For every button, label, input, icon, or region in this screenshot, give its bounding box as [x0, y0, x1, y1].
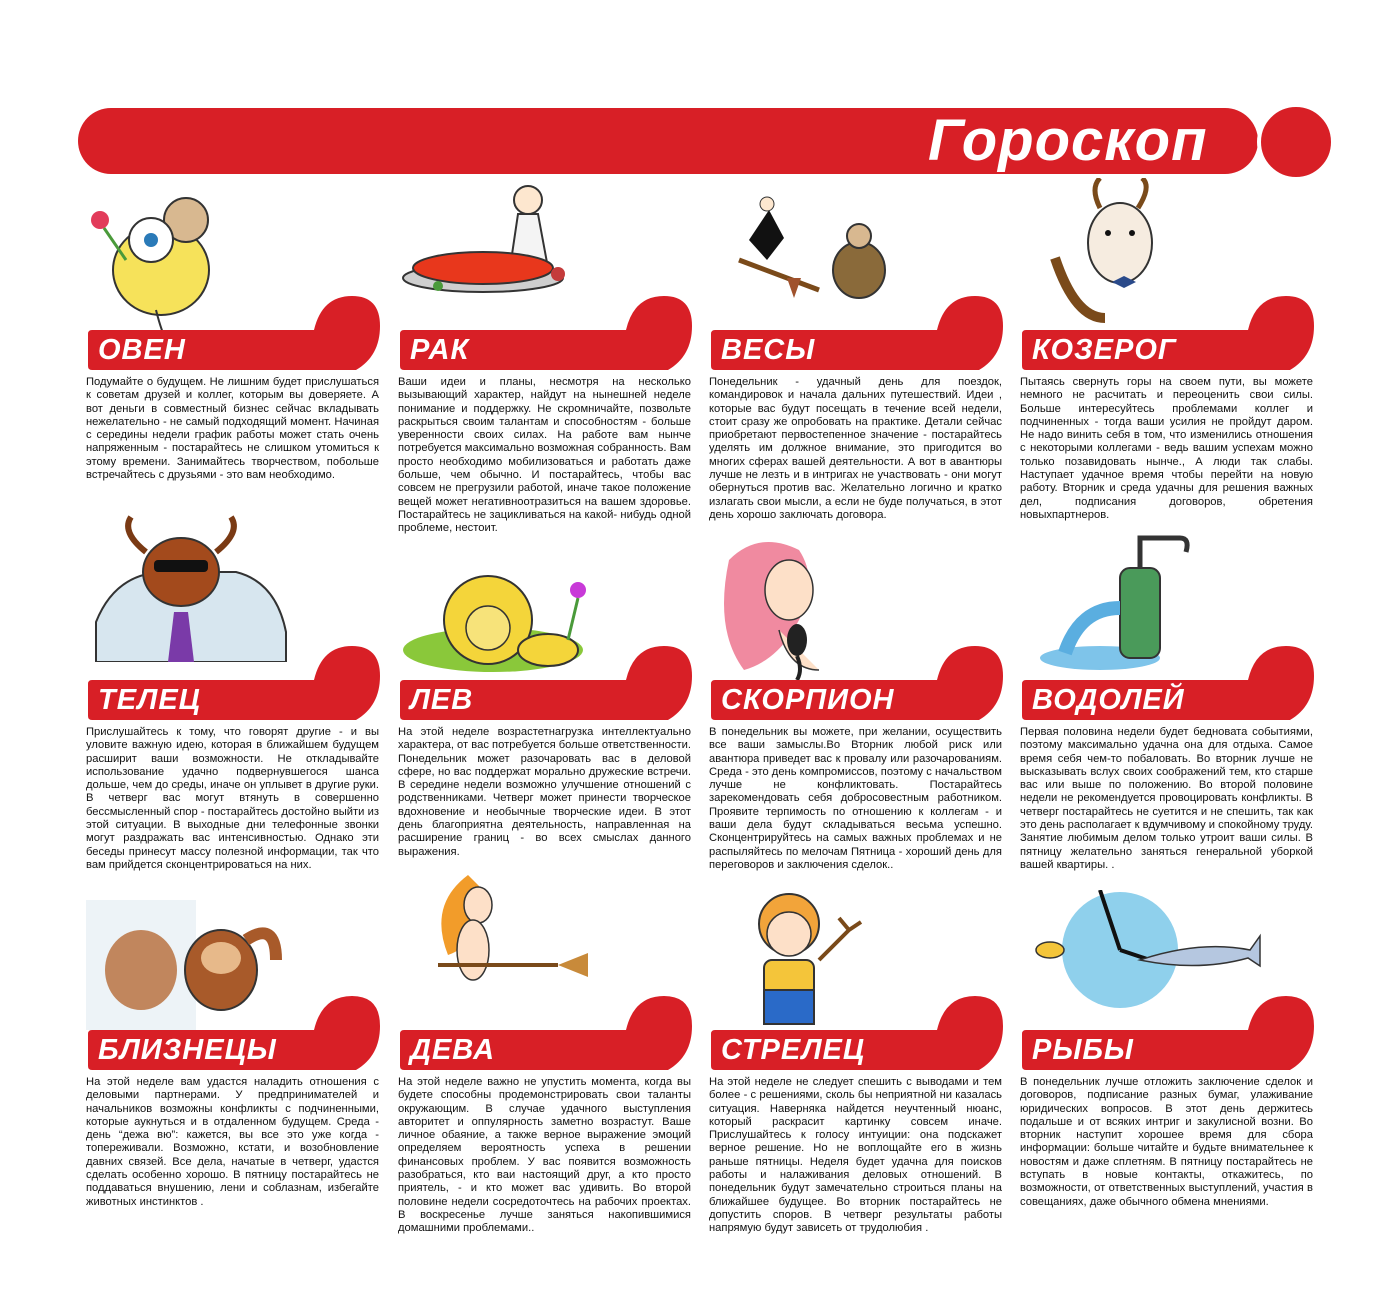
sign-text: На этой неделе не следует спешить с выводами и тем более - с решениями, сколь бы неприятной ни казалась ситуация. Наверняка найдется неучтенный нюанс, который раскрасит картинку совсем иначе. Прислушайтесь к голосу интуиции: она подскажет верное решение. Но не воплощайте его в жизнь раньше пятницы. Неделя будет удачна для поисков работы и налаживания деловых отношений. В понедельник будут замечательно строиться планы на ближайшее будущее. Во вторник постарайтесь не допустить споров. В четверг результаты работы напрямую будут зависеть от трудолюбия .: [709, 1076, 1002, 1235]
sign-text: На этой неделе вам удастся наладить отношения с деловыми партнерами. У предпринимателей и начальников возможны конфликты с подчиненными, которые аукнуться и в отдаленном будущем. Среда - день “дежа вю”: кажется, вы все это уже когда - топереживали. Возможно, кстати, и возобновление давних связей. Все дела, начатые в четверг, удастся сделать особенно хорошо. В пятницу постарайтесь не поддаваться внушению, лени и соблазнам, избегайте животных инстинктов .: [86, 1076, 379, 1208]
sign-text: Подумайте о будущем. Не лишним будет прислушаться к советам друзей и коллег, которым вы доверяете. А вот деньги в совместный бизнес сейчас вкладывать нежелательно - не самый подходящий момент. Начиная с середины недели график работы может стать очень напряженным - постарайтесь не слишком утомиться к этому времени. Занимайтесь творчеством, побольше встречайтесь с друзьями - это вам необходимо.: [86, 376, 379, 482]
sign-name: ОВЕН: [98, 334, 186, 366]
sign-text: Пытаясь свернуть горы на своем пути, вы можете немного не расчитать и переоценить свои силы. Больше интересуйтесь проблемами коллег и подчиненных - тогда ваши усилия не пройдут даром. Не надо винить себя в том, что изменились отношения с некоторыми коллегами - ведь вашим успехам можно только позавидовать нынче., А люди так слабы. Наступает удачное время чтобы перейти на новую работу. Вторник и среда удачны для решения важных дел, подписания договоров, обретения новыхпартнеров.: [1020, 376, 1313, 521]
sign-name: ВОДОЛЕЙ: [1032, 684, 1185, 716]
sign-name: СТРЕЛЕЦ: [721, 1034, 865, 1066]
sign-name: ЛЕВ: [410, 684, 474, 716]
sign-name: РАК: [410, 334, 470, 366]
sign-text: На этой неделе возрастетнагрузка интеллектуально характера, от вас потребуется больше ответственности. Понедельник может разочаровать вас в деловой сфере, но вас поддержат морально дружеские встречи. В середине недели возможно улучшение отношений с родственниками. Четверг может принести творческое вдохновение и необычные творческие идеи. В этот день благоприятна деятельность, направленная на расширение границ - во всех смыслах данного выражения.: [398, 726, 691, 858]
header-circle: [1257, 103, 1335, 181]
sign-name: СКОРПИОН: [721, 684, 895, 716]
sign-name: КОЗЕРОГ: [1032, 334, 1177, 366]
sign-name: БЛИЗНЕЦЫ: [98, 1034, 277, 1066]
sign-text: Ваши идеи и планы, несмотря на несколько вызывающий характер, найдут на нынешней неделе понимание и поддержку. Не скромничайте, позвольте раскрыться своим талантам и способностям - больше уверенности своих силах. На работе вам нынче потребуется максимально возможная собранность. Вам просто необходимо мобилизоваться и работать даже больше, чем обычно. И постарайтесь, чтобы вас совсем не прегрузили работой, иначе такое положение вещей может негативноотразиться на вашем здоровье. Постарайтесь не зацикливаться на какой- нибудь одной проблеме, нестоит.: [398, 376, 691, 535]
sign-text: Прислушайтесь к тому, что говорят другие - и вы уловите важную идею, которая в ближайшем будущем расширит ваши возможности. Не откладывайте использование удачно подвернувшегося шанса дольше, чем до среды, иначе он уплывет в другие руки. В четверг вас могут втянуть в совершенно бессмысленный спор - постарайтесь достойно выйти из этой ситуации. В выходные дни телефонные звонки могут раздражать вас интенсивностью. Однако эти беседы принесут массу полезной информации, так что вам прийдется сконцентрироваться на них.: [86, 726, 379, 871]
sign-name: РЫБЫ: [1032, 1034, 1134, 1066]
page-title: Гороскоп: [928, 108, 1208, 173]
sign-name: ДЕВА: [410, 1034, 496, 1066]
sign-name: ТЕЛЕЦ: [98, 684, 201, 716]
sign-text: Понедельник - удачный день для поездок, командировок и начала дальних путешествий. Идеи , которые вас будут посещать в течение всей недели, стоит сразу же опробовать на практике. Детали сейчас приобретают первостепенное значение - постарайтесь уделять им должное внимание, это пригодится во многих сферах вашей деятельности. А вот в авантюры лучше не лезть и в интригах не участвовать - они могут обернуться против вас. Желательно логично и кратко излагать свои мысли, а если не буде получаться, в этот день хорошо заключать договора.: [709, 376, 1002, 521]
sign-text: В понедельник вы можете, при желании, осуществить все ваши замыслы.Во Вторник любой риск или авантюра приведет вас к провалу или разочарованиям. Среда - это день компромиссов, поэтому с начальством лучше не конфликтовать. Постарайтесь зарекомендовать себя добросовестным работником. Проявите терпимость по отношению к коллегам - и ваши дела будут складываться весьма успешно. Сконцентрируйтесь на самых важных проблемах и не распыляйтесь по мелочам Пятница - хороший день для переговоров и заключения сделок..: [709, 726, 1002, 871]
sign-name: ВЕСЫ: [721, 334, 816, 366]
sign-text: Первая половина недели будет бедновата событиями, поэтому максимально удачна она для отдыха. Самое время себя чем-то побаловать. Во вторник лучше не высказывать вслух своих соображений тем, кто старше вас или выше по положению. Во второй половине недели не рекомендуется провоцировать конфликты. В четверг постарайтесь не суетится и не спешить, так как это день располагает к вдумчивому и спокойному труду. Занятие любимым делом только утроит ваши силы. В пятницу желательно заняться генеральной уборкой вашей квартиры. .: [1020, 726, 1313, 871]
sign-text: В понедельник лучше отложить заключение сделок и договоров, подписание разных бумаг, улаживание юридических вопросов. В этот день держитесь подальше и от всяких интриг и закулисной возни. Во вторник наступит хорошее время для сбора информации: больше читайте и будьте внимательнее к новостям и даже сплетням. В пятницу постарайтесь не вступать в новые контакты, откажитесь, по возможности, от ответственных выступлений, участия в совещаниях, даже обычного обмена мнениями.: [1020, 1076, 1313, 1208]
sign-text: На этой неделе важно не упустить момента, когда вы будете способны продемонстрировать свои таланты окружающим. В случае удачного выступления авторитет и оппулярность заметно возрастут. Ваше личное обаяние, а также верное выражение эмоций определяем вероятность успеха в решении финансовых проблем. У вас появится возможность разобраться, кто ваи настоящий друг, а кто просто приятель, - и кто может вас удивить. Во второй половине недели сосредоточтесь на рабочих проектах. В воскресенье лучше заняться накопившимися домашними проблемами..: [398, 1076, 691, 1235]
